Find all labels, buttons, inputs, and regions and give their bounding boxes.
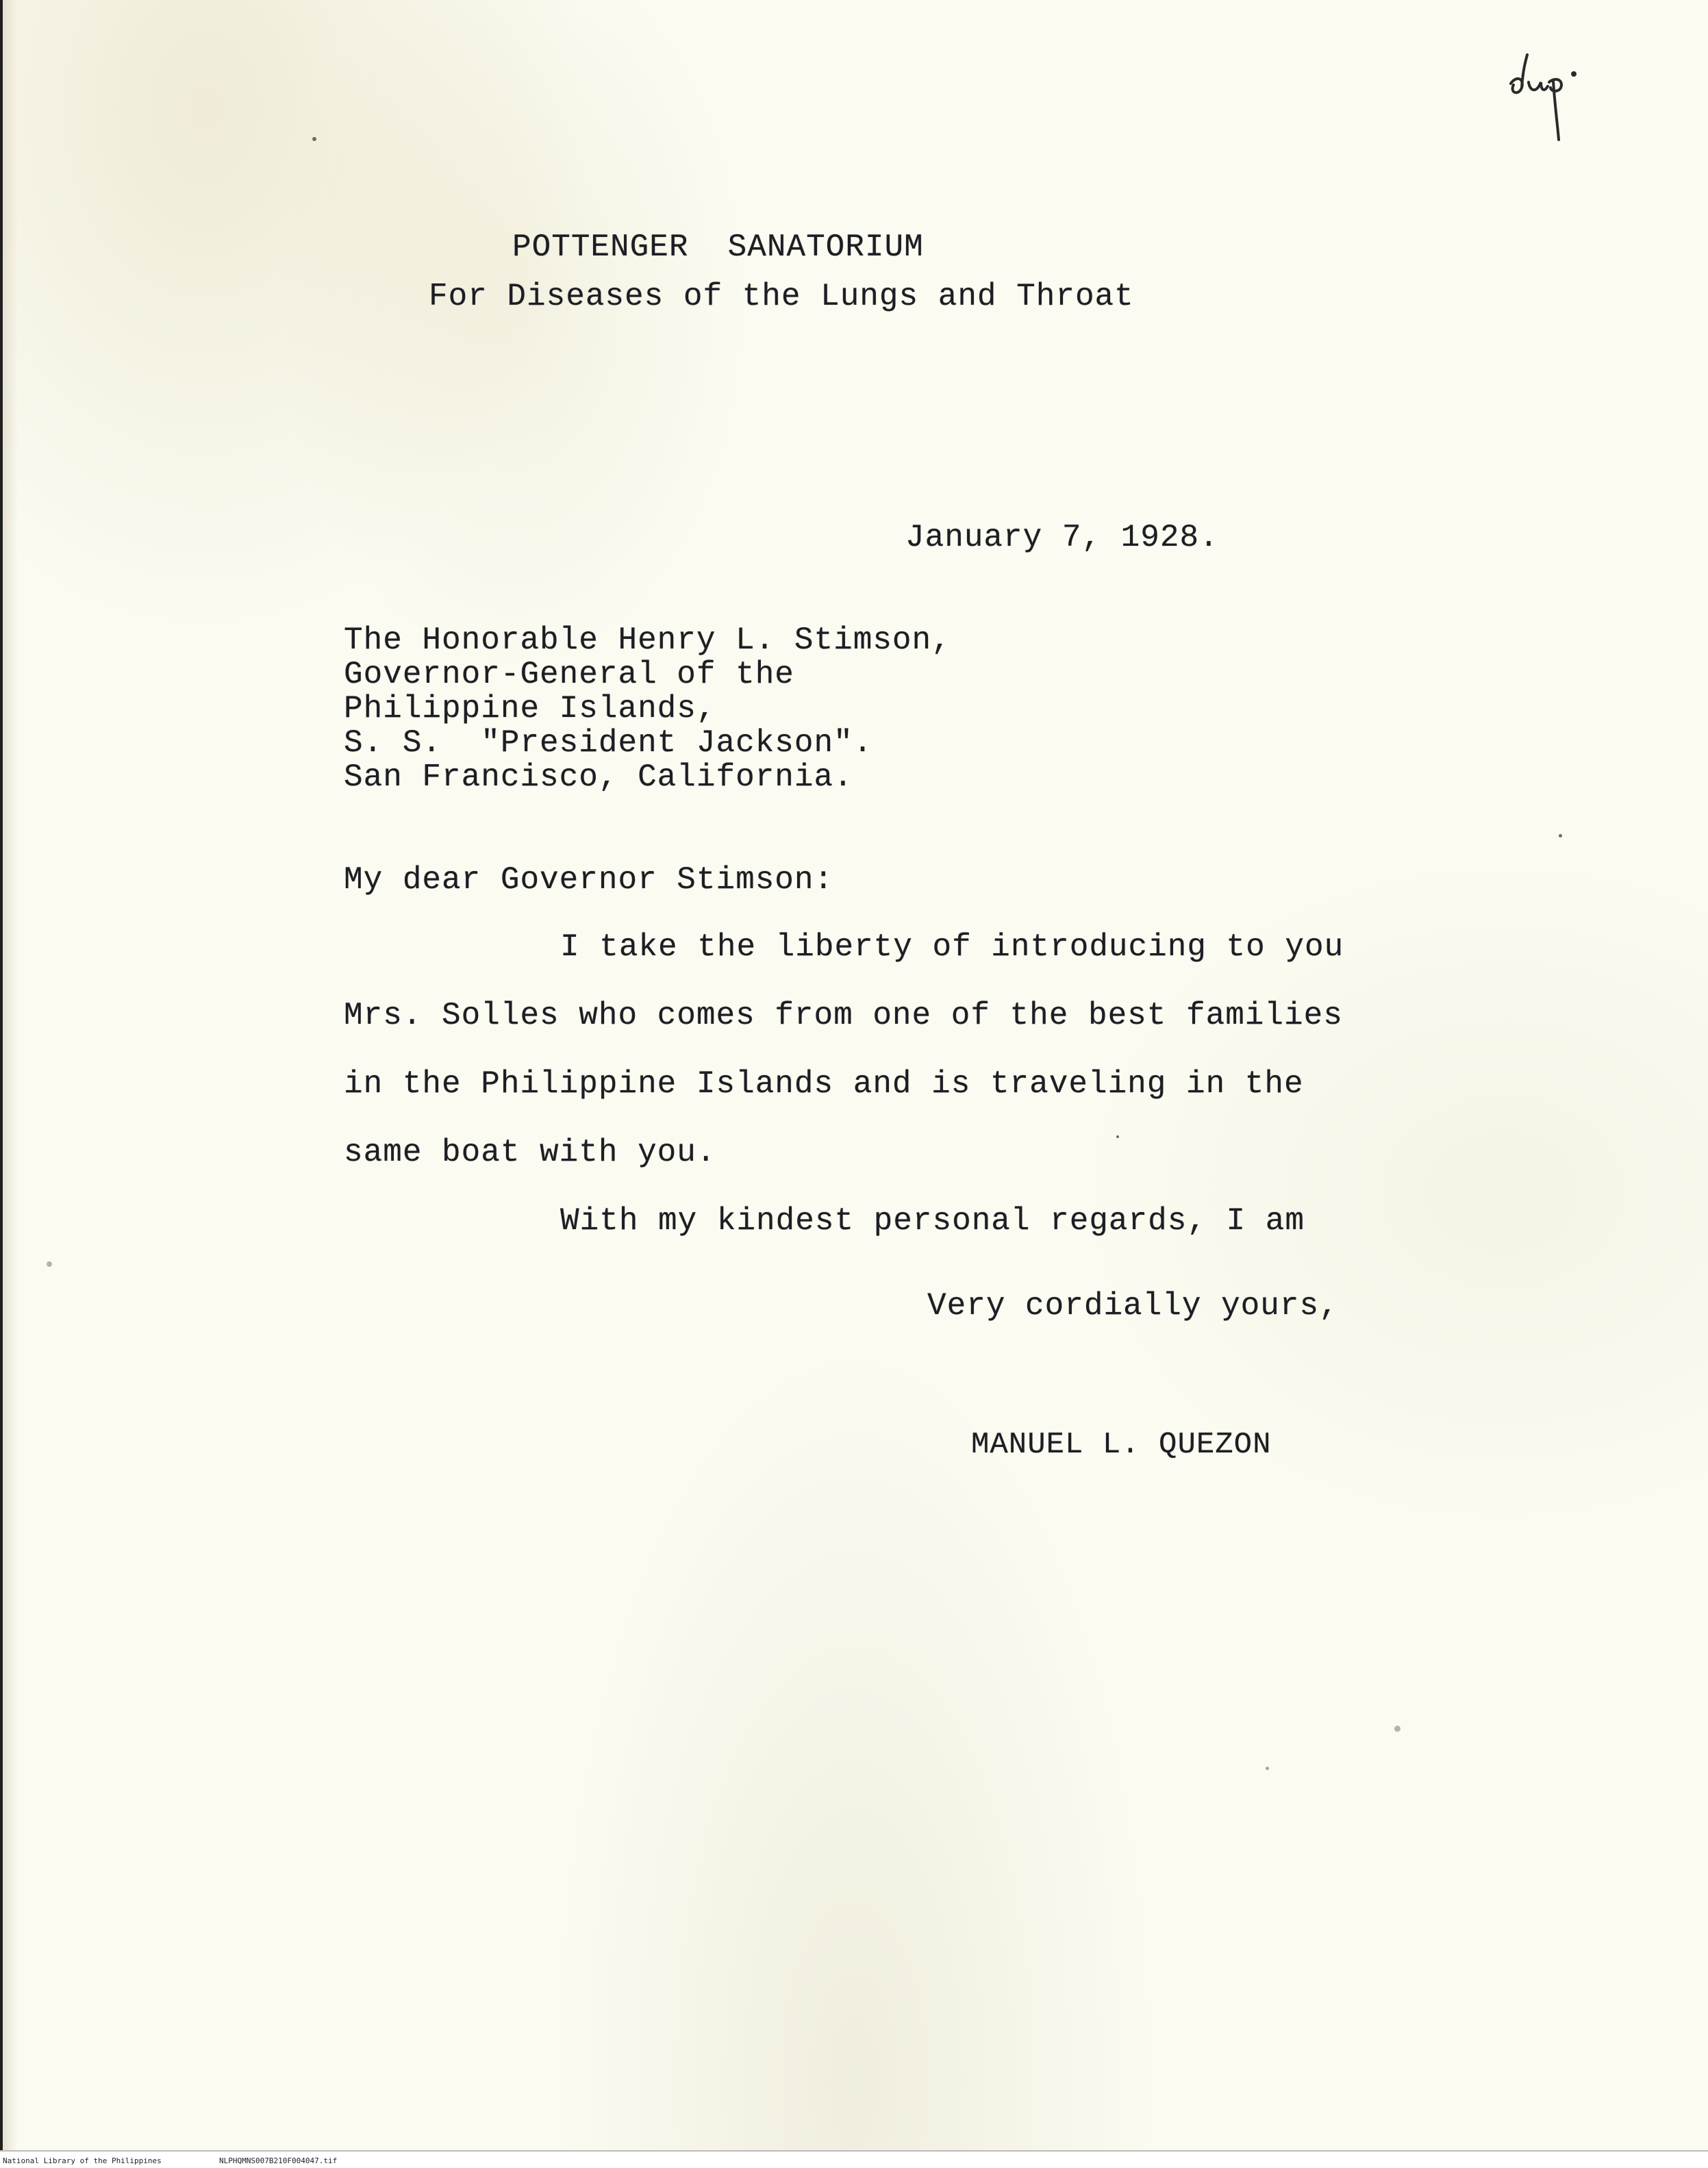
paper-speck <box>47 1261 52 1267</box>
body-line: With my kindest personal regards, I am <box>560 1203 1305 1239</box>
footer-library: National Library of the Philippines <box>3 2156 162 2165</box>
paper-speck <box>1116 1135 1119 1138</box>
address-line: Philippine Islands, <box>344 691 716 727</box>
scan-footer <box>0 2150 1708 2168</box>
body-line: Mrs. Solles who comes from one of the best families <box>344 998 1343 1033</box>
address-line: Governor-General of the <box>344 657 794 692</box>
footer-file-id: NLPHQMNS007B210F004047.tif <box>219 2156 338 2165</box>
letterhead-subtitle: For Diseases of the Lungs and Throat <box>429 279 1134 314</box>
paper-speck <box>312 137 316 141</box>
salutation: My dear Governor Stimson: <box>344 862 834 898</box>
body-line: same boat with you. <box>344 1135 716 1170</box>
handwritten-annotation <box>1504 48 1593 151</box>
address-line: San Francisco, California. <box>344 759 853 795</box>
signature-name: MANUEL L. QUEZON <box>971 1428 1272 1462</box>
scan-left-edge <box>0 0 18 2150</box>
paper-speck <box>1266 1767 1269 1770</box>
letter-date: January 7, 1928. <box>905 520 1219 555</box>
address-line: The Honorable Henry L. Stimson, <box>344 622 951 658</box>
paper-speck <box>1394 1726 1401 1732</box>
body-line: in the Philippine Islands and is traveling in the <box>344 1066 1304 1102</box>
address-line: S. S. "President Jackson". <box>344 725 873 761</box>
paper-speck <box>1559 834 1562 837</box>
closing: Very cordially yours, <box>927 1288 1339 1324</box>
letterhead-name: POTTENGER SANATORIUM <box>512 229 924 265</box>
body-line: I take the liberty of introducing to you <box>560 929 1344 965</box>
